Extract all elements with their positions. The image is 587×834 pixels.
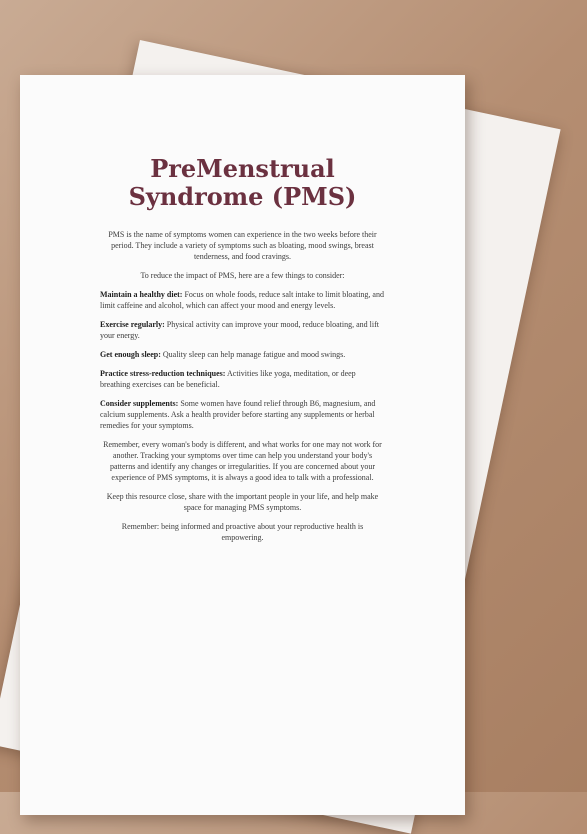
tip-text: Quality sleep can help manage fatigue and mood swings.	[162, 350, 346, 359]
tip-text: Activities like yoga, meditation, or deep breathing exercises can be beneficial.	[100, 369, 356, 389]
tip-item	[100, 368, 385, 390]
outro-paragraph-2: Keep this resource close, share with the important people in your life, and help make space for managing PMS symptoms.	[106, 492, 379, 512]
front-page	[20, 75, 465, 815]
tip-heading: Get enough sleep:	[100, 350, 161, 359]
intro-paragraph: PMS is the name of symptoms women can experience in the two weeks before their period. They include a variety of symptoms such as bloating, mood swings, breast tenderness, and food cravings.	[108, 230, 377, 261]
title-line-1: PreMenstrual	[150, 154, 335, 183]
title-line-2: Syndrome (PMS)	[128, 182, 357, 211]
tip-heading: Exercise regularly:	[100, 320, 165, 329]
tip-item	[100, 398, 385, 431]
tip-text: Physical activity can improve your mood, reduce bloating, and lift your energy.	[100, 320, 379, 340]
tip-heading: Maintain a healthy diet:	[100, 290, 183, 299]
document-title	[100, 155, 385, 211]
tip-item	[100, 319, 385, 341]
tip-heading: Consider supplements:	[100, 399, 179, 408]
outro-paragraph-3: Remember: being informed and proactive about your reproductive health is empowering.	[121, 522, 364, 542]
tip-heading: Practice stress-reduction techniques:	[100, 369, 226, 378]
tip-item	[100, 349, 385, 360]
tip-text: Some women have found relief through B6, magnesium, and calcium supplements. Ask a health provider before starting any supplements or herbal remedies for your symptoms.	[100, 399, 376, 430]
outro-paragraph: Remember, every woman's body is different, and what works for one may not work for another. Tracking your symptoms over time can help you understand your body's patterns and identify any changes or irregularities. If you are concerned about your experience of PMS symptoms, it is always a good idea to talk with a professional.	[103, 440, 382, 482]
intro-paragraph-2: To reduce the impact of PMS, here are a few things to consider:	[140, 271, 345, 280]
tip-text: Focus on whole foods, reduce salt intake to limit bloating, and limit caffeine and alcohol, which can affect your mood and energy levels.	[100, 290, 384, 310]
tip-item	[100, 289, 385, 311]
